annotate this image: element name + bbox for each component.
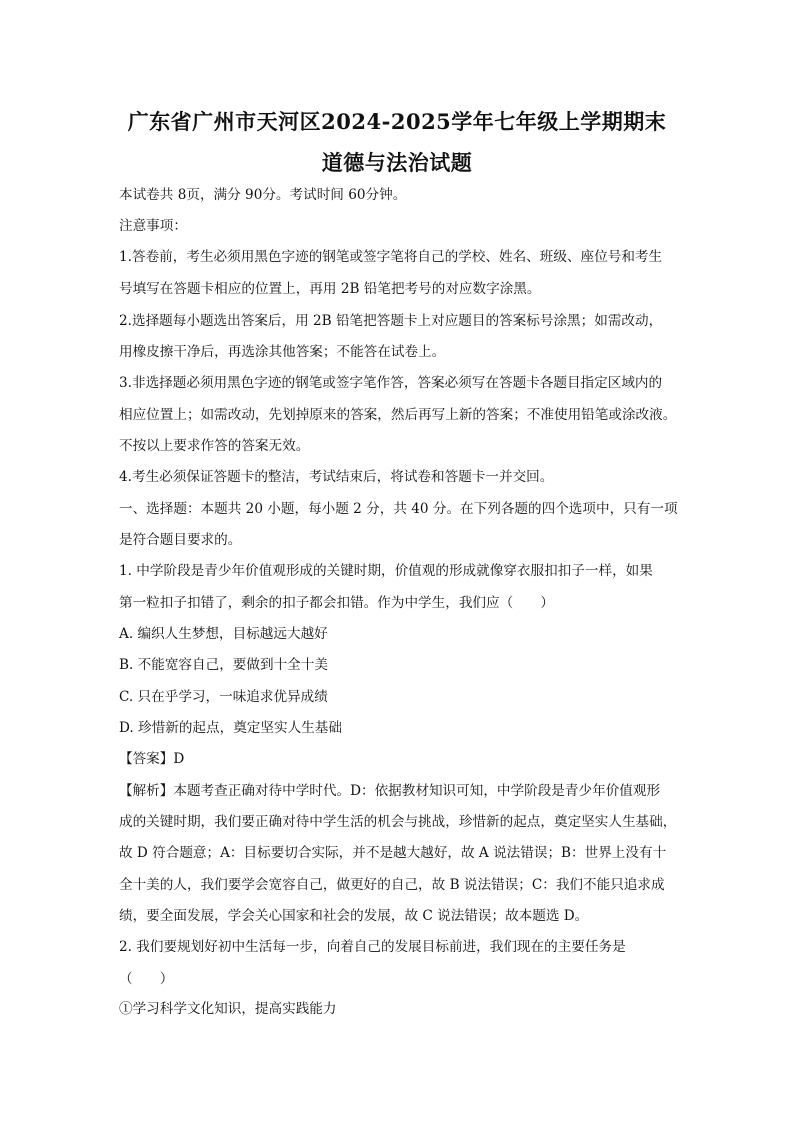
question-1-answer: 【答案】D: [119, 751, 185, 767]
exam-info: 本试卷共 8页，满分 90分。考试时间 60分钟。: [119, 187, 407, 203]
question-1-analysis-cont: 成的关键时期，我们要正确对待中学生活的机会与挑战，珍惜新的起点，奠定坚实人生基础，: [119, 814, 677, 830]
question-1-analysis-cont4: 绩，要全面发展，学会关心国家和社会的发展，故 C 说法错误；故本题选 D。: [119, 908, 589, 924]
question-1-analysis-cont3: 全十美的人，我们要学会宽容自己，做更好的自己，故 B 说法错误；C：我们不能只追求成: [119, 877, 665, 893]
question-1-option-b: B. 不能宽容自己，要做到十全十美: [119, 657, 328, 673]
question-1-analysis-cont2: 故 D 符合题意；A：目标要切合实际，并不是越大越好，故 A 说法错误；B：世界上没有十: [119, 845, 667, 861]
notice-item-3: 3.非选择题必须用黑色字迹的钢笔或签字笔作答，答案必须写在答题卡各题目指定区域内的: [119, 375, 663, 391]
notice-item-3-cont: 相应位置上；如需改动，先划掉原来的答案，然后再写上新的答案；不准使用铅笔或涂改液。: [119, 407, 677, 423]
question-2-item-1: ①学习科学文化知识，提高实践能力: [119, 1001, 337, 1017]
question-1-stem: 1. 中学阶段是青少年价值观形成的关键时期，价值观的形成就像穿衣服扣扣子一样，如果: [119, 563, 653, 579]
question-1-analysis: 【解析】本题考查正确对待中学时代。D：依据教材知识可知，中学阶段是青少年价值观形: [119, 783, 661, 799]
notice-heading: 注意事项：: [119, 218, 187, 234]
question-1-option-a: A. 编织人生梦想，目标越远大越好: [119, 626, 328, 642]
notice-item-2: 2.选择题每小题选出答案后，用 2B 铅笔把答题卡上对应题目的答案标号涂黑；如需改动，: [119, 313, 663, 329]
section-heading: 一、选择题：本题共 20 小题，每小题 2 分，共 40 分。在下列各题的四个选项中，只有一项: [119, 501, 678, 517]
question-2-stem-cont: （ ）: [119, 971, 174, 987]
question-1-stem-cont: 第一粒扣子扣错了，剩余的扣子都会扣错。作为中学生，我们应（ ）: [119, 595, 554, 611]
question-2-stem: 2. 我们要规划好初中生活每一步，向着自己的发展目标前进，我们现在的主要任务是: [119, 939, 626, 955]
notice-item-2-cont: 用橡皮擦干净后，再选涂其他答案；不能答在试卷上。: [119, 344, 446, 360]
notice-item-4: 4.考生必须保证答题卡的整洁，考试结束后，将试卷和答题卡一并交回。: [119, 469, 554, 485]
section-heading-cont: 是符合题目要求的。: [119, 532, 242, 548]
notice-item-1-cont: 号填写在答题卡相应的位置上，再用 2B 铅笔把考号的对应数字涂黑。: [119, 281, 541, 297]
question-1-option-c: C. 只在乎学习，一味追求优异成绩: [119, 689, 328, 705]
notice-item-3-cont2: 不按以上要求作答的答案无效。: [119, 438, 310, 454]
notice-item-1: 1.答卷前，考生必须用黑色字迹的钢笔或签字笔将自己的学校、姓名、班级、座位号和考生: [119, 249, 663, 265]
question-1-option-d: D. 珍惜新的起点，奠定坚实人生基础: [119, 720, 342, 736]
exam-subject-title: 道德与法治试题: [321, 150, 473, 175]
exam-title: 广东省广州市天河区2024-2025学年七年级上学期期末: [127, 109, 667, 134]
